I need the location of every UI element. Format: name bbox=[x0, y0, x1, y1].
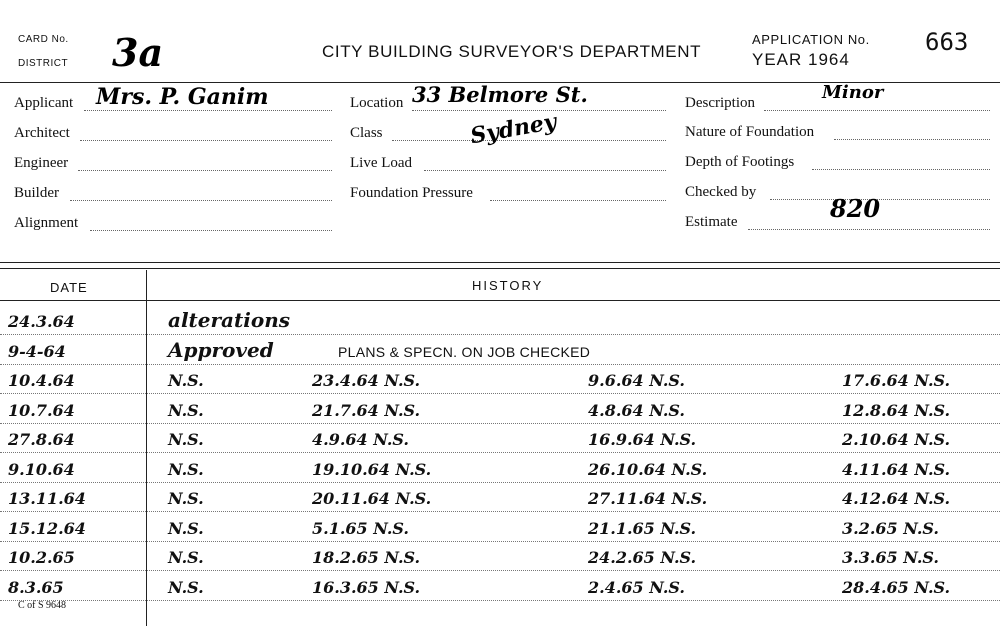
history-entry: alterations bbox=[168, 308, 290, 332]
estimate-label: Estimate bbox=[685, 214, 738, 230]
date-cell: 27.8.64 bbox=[8, 430, 75, 449]
history-entry: 21.7.64 N.S. bbox=[312, 400, 421, 420]
applicant-value: Mrs. P. Ganim bbox=[96, 84, 269, 110]
applicant-label: Applicant bbox=[14, 95, 74, 111]
date-cell: 24.3.64 bbox=[8, 312, 75, 331]
checked-by-label: Checked by bbox=[685, 184, 757, 200]
history-entry: N.S. bbox=[168, 548, 204, 567]
history-entry: 16.3.65 N.S. bbox=[312, 577, 421, 597]
history-entry: Approved bbox=[168, 337, 274, 362]
history-entry: N.S. bbox=[168, 577, 204, 597]
plans-checked-stamp: PLANS & SPECN. ON JOB CHECKED bbox=[338, 343, 591, 360]
date-cell: 10.4.64 bbox=[8, 371, 75, 390]
form-number: C of S 9648 bbox=[18, 600, 67, 611]
history-entry: N.S. bbox=[168, 430, 204, 449]
district-label: DISTRICT bbox=[18, 58, 69, 69]
history-entry: 16.9.64 N.S. bbox=[588, 430, 697, 449]
engineer-label: Engineer bbox=[14, 155, 69, 171]
date-column-header: DATE bbox=[50, 280, 88, 295]
history-entry: N.S. bbox=[168, 371, 204, 390]
history-entry: 3.3.65 N.S. bbox=[842, 548, 939, 567]
date-cell: 8.3.65 bbox=[8, 577, 64, 597]
history-entry: N.S. bbox=[168, 518, 204, 538]
history-entry: N.S. bbox=[168, 459, 204, 479]
class-value: Sydney bbox=[468, 108, 559, 150]
history-entry: 4.12.64 N.S. bbox=[842, 489, 951, 508]
history-entry: N.S. bbox=[168, 489, 204, 508]
foundation-pressure-label: Foundation Pressure bbox=[350, 185, 473, 201]
column-divider bbox=[146, 270, 147, 626]
date-cell: 9.10.64 bbox=[8, 459, 75, 479]
history-entry: 21.1.65 N.S. bbox=[588, 518, 697, 538]
class-label: Class bbox=[350, 125, 383, 141]
history-entry: 26.10.64 N.S. bbox=[588, 459, 708, 479]
location-value: 33 Belmore St. bbox=[412, 82, 588, 107]
history-entry: 4.9.64 N.S. bbox=[312, 430, 409, 449]
date-cell: 10.2.65 bbox=[8, 548, 75, 567]
history-entry: 4.8.64 N.S. bbox=[588, 400, 685, 420]
history-entry: 17.6.64 N.S. bbox=[842, 371, 951, 390]
alignment-label: Alignment bbox=[14, 215, 79, 231]
application-label: APPLICATION No. bbox=[752, 32, 870, 47]
history-entry: 24.2.65 N.S. bbox=[588, 548, 697, 567]
department-title: CITY BUILDING SURVEYOR'S DEPARTMENT bbox=[322, 42, 702, 61]
history-entry: 20.11.64 N.S. bbox=[312, 489, 432, 508]
history-entry: 19.10.64 N.S. bbox=[312, 459, 432, 479]
row-rule bbox=[0, 393, 1000, 394]
history-entry: 23.4.64 N.S. bbox=[312, 371, 421, 390]
history-entry: 3.2.65 N.S. bbox=[842, 518, 939, 538]
row-rule bbox=[0, 452, 1000, 453]
history-entry: 28.4.65 N.S. bbox=[842, 577, 951, 597]
history-entry: 18.2.65 N.S. bbox=[312, 548, 421, 567]
application-number: 663 bbox=[925, 28, 969, 56]
history-entry: 4.11.64 N.S. bbox=[842, 459, 951, 479]
year-label: YEAR 1964 bbox=[752, 50, 850, 69]
history-entry: 2.4.65 N.S. bbox=[588, 577, 685, 597]
history-entry: N.S. bbox=[168, 400, 204, 420]
row-rule bbox=[0, 600, 1000, 601]
row-rule bbox=[0, 482, 1000, 483]
location-label: Location bbox=[350, 95, 404, 111]
depth-of-footings-label: Depth of Footings bbox=[685, 154, 795, 170]
history-entry: 5.1.65 N.S. bbox=[312, 518, 409, 538]
row-rule bbox=[0, 423, 1000, 424]
architect-label: Architect bbox=[14, 125, 70, 141]
card-no-label: CARD No. bbox=[18, 34, 69, 45]
row-rule bbox=[0, 541, 1000, 542]
history-entry: 12.8.64 N.S. bbox=[842, 400, 951, 420]
card-value: 3a bbox=[112, 30, 164, 75]
history-column-header: HISTORY bbox=[472, 278, 544, 293]
description-value: Minor bbox=[822, 82, 884, 103]
date-cell: 15.12.64 bbox=[8, 518, 86, 538]
history-entry: 27.11.64 N.S. bbox=[588, 489, 708, 508]
row-rule bbox=[0, 364, 1000, 365]
description-label: Description bbox=[685, 95, 755, 111]
live-load-label: Live Load bbox=[350, 155, 413, 171]
row-rule bbox=[0, 511, 1000, 512]
history-entry: 2.10.64 N.S. bbox=[842, 430, 951, 449]
date-cell: 10.7.64 bbox=[8, 400, 75, 420]
date-cell: 9-4-64 bbox=[8, 341, 66, 361]
history-entry: 9.6.64 N.S. bbox=[588, 371, 685, 390]
row-rule bbox=[0, 570, 1000, 571]
date-cell: 13.11.64 bbox=[8, 489, 86, 508]
nature-of-foundation-label: Nature of Foundation bbox=[685, 124, 815, 140]
builder-label: Builder bbox=[14, 185, 59, 201]
estimate-value: 820 bbox=[830, 194, 881, 223]
row-rule bbox=[0, 334, 1000, 335]
